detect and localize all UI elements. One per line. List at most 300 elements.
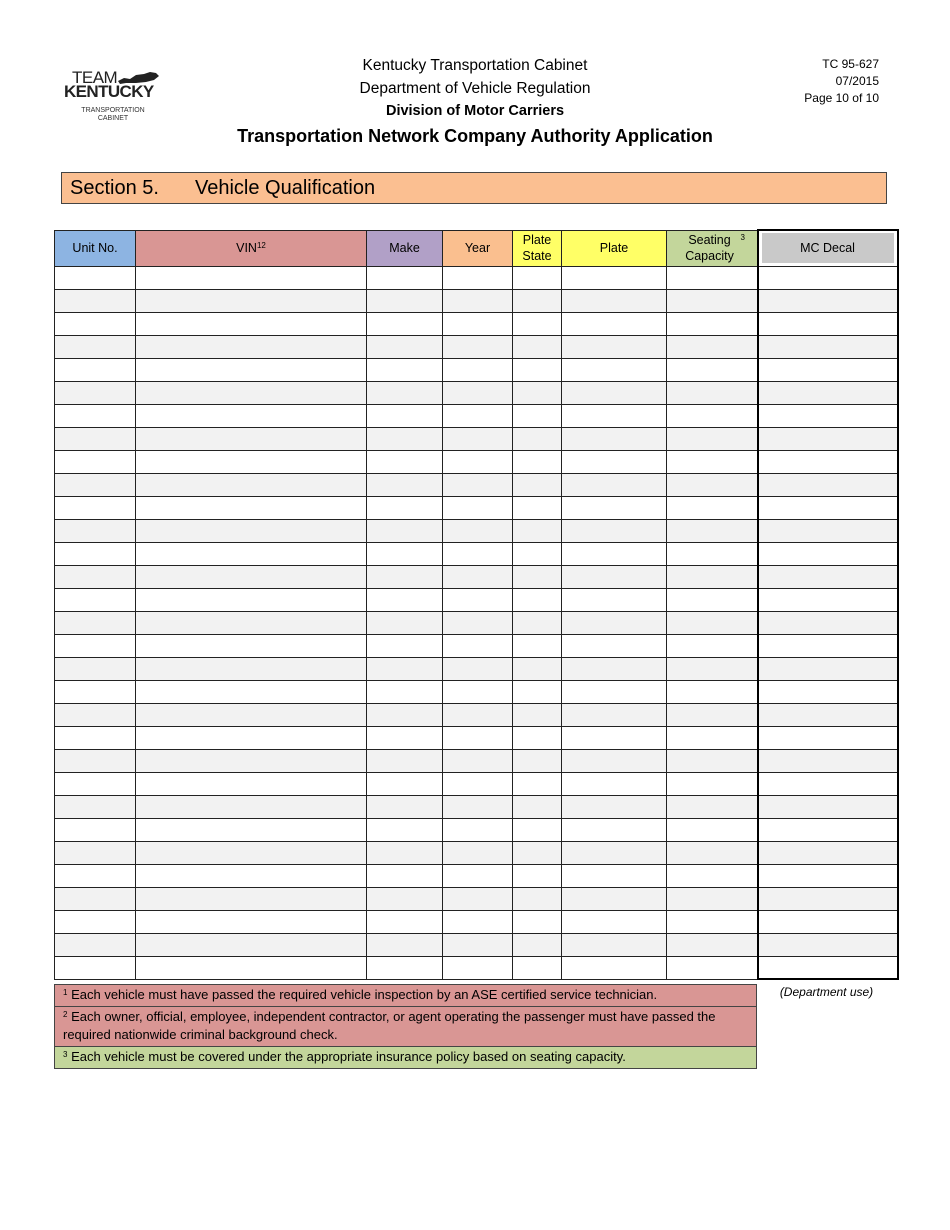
cell-mc-decal[interactable] (758, 496, 898, 519)
cell-make[interactable] (367, 726, 443, 749)
cell-vin[interactable] (136, 358, 367, 381)
footnote-number: 3 (63, 1050, 68, 1059)
column-header-label: Year (464, 241, 491, 255)
cell-vin[interactable] (136, 680, 367, 703)
cell-plate-state[interactable] (513, 657, 562, 680)
cell-make[interactable] (367, 772, 443, 795)
cell-vin[interactable] (136, 841, 367, 864)
table-row (55, 358, 898, 381)
cell-seating-capacity[interactable] (667, 404, 758, 427)
cell-make[interactable] (367, 565, 443, 588)
cell-plate-state[interactable] (513, 312, 562, 335)
column-header-year (443, 230, 513, 266)
cell-seating-capacity[interactable] (667, 841, 758, 864)
cell-unit-no[interactable] (55, 795, 136, 818)
cell-seating-capacity[interactable] (667, 611, 758, 634)
cell-make[interactable] (367, 473, 443, 496)
cell-vin[interactable] (136, 703, 367, 726)
cell-plate[interactable] (562, 841, 667, 864)
cell-vin[interactable] (136, 588, 367, 611)
cell-seating-capacity[interactable] (667, 289, 758, 312)
cell-plate[interactable] (562, 358, 667, 381)
cell-seating-capacity[interactable] (667, 864, 758, 887)
cell-plate-state[interactable] (513, 726, 562, 749)
cell-vin[interactable] (136, 450, 367, 473)
cell-plate[interactable] (562, 864, 667, 887)
cell-plate[interactable] (562, 381, 667, 404)
cell-seating-capacity[interactable] (667, 887, 758, 910)
cell-unit-no[interactable] (55, 289, 136, 312)
cell-seating-capacity[interactable] (667, 772, 758, 795)
cell-plate-state[interactable] (513, 749, 562, 772)
form-number: TC 95-627 (822, 57, 879, 71)
footnote-text: Each vehicle must be covered under the appropriate insurance policy based on seating capacity. (71, 1049, 626, 1064)
cell-year[interactable] (443, 772, 513, 795)
cell-seating-capacity[interactable] (667, 427, 758, 450)
cell-vin[interactable] (136, 611, 367, 634)
cell-make[interactable] (367, 634, 443, 657)
cell-seating-capacity[interactable] (667, 381, 758, 404)
cell-unit-no[interactable] (55, 266, 136, 289)
footnote-marker: 3 (740, 233, 745, 242)
cell-unit-no[interactable] (55, 519, 136, 542)
cell-make[interactable] (367, 611, 443, 634)
cell-plate-state[interactable] (513, 427, 562, 450)
cell-make[interactable] (367, 933, 443, 956)
cell-plate[interactable] (562, 818, 667, 841)
column-header-label: Seating Capacity (685, 233, 734, 263)
cell-make[interactable] (367, 358, 443, 381)
cell-plate-state[interactable] (513, 703, 562, 726)
cell-year[interactable] (443, 795, 513, 818)
cell-plate[interactable] (562, 427, 667, 450)
cell-seating-capacity[interactable] (667, 588, 758, 611)
cell-unit-no[interactable] (55, 634, 136, 657)
cell-vin[interactable] (136, 266, 367, 289)
cell-plate[interactable] (562, 312, 667, 335)
cell-plate[interactable] (562, 266, 667, 289)
cell-plate-state[interactable] (513, 818, 562, 841)
cell-plate-state[interactable] (513, 772, 562, 795)
cell-plate[interactable] (562, 588, 667, 611)
column-header-label: VIN (236, 241, 257, 255)
cell-make[interactable] (367, 381, 443, 404)
cell-mc-decal[interactable] (758, 404, 898, 427)
cell-seating-capacity[interactable] (667, 266, 758, 289)
cell-make[interactable] (367, 335, 443, 358)
cell-year[interactable] (443, 542, 513, 565)
cell-mc-decal[interactable] (758, 266, 898, 289)
cell-plate-state[interactable] (513, 450, 562, 473)
cell-mc-decal[interactable] (758, 910, 898, 933)
cell-year[interactable] (443, 289, 513, 312)
cell-unit-no[interactable] (55, 703, 136, 726)
column-header-label: MC Decal (762, 233, 894, 263)
cell-year[interactable] (443, 266, 513, 289)
table-row (55, 841, 898, 864)
cell-seating-capacity[interactable] (667, 910, 758, 933)
cell-mc-decal[interactable] (758, 473, 898, 496)
cell-plate-state[interactable] (513, 519, 562, 542)
cell-unit-no[interactable] (55, 818, 136, 841)
column-header-plate (562, 230, 667, 266)
cell-mc-decal[interactable] (758, 657, 898, 680)
cell-plate[interactable] (562, 473, 667, 496)
cell-plate[interactable] (562, 565, 667, 588)
cell-plate-state[interactable] (513, 864, 562, 887)
cell-year[interactable] (443, 933, 513, 956)
cell-unit-no[interactable] (55, 427, 136, 450)
cell-plate-state[interactable] (513, 887, 562, 910)
footnote-text: Each vehicle must have passed the required vehicle inspection by an ASE certified service technician. (71, 987, 658, 1002)
cell-plate[interactable] (562, 634, 667, 657)
table-row (55, 335, 898, 358)
cell-plate[interactable] (562, 703, 667, 726)
cell-mc-decal[interactable] (758, 611, 898, 634)
cell-year[interactable] (443, 634, 513, 657)
cell-vin[interactable] (136, 772, 367, 795)
cell-make[interactable] (367, 680, 443, 703)
cell-mc-decal[interactable] (758, 312, 898, 335)
cell-make[interactable] (367, 542, 443, 565)
cell-vin[interactable] (136, 565, 367, 588)
cell-plate[interactable] (562, 887, 667, 910)
cell-year[interactable] (443, 910, 513, 933)
cell-vin[interactable] (136, 427, 367, 450)
cell-plate[interactable] (562, 450, 667, 473)
footnote-2 (55, 1007, 757, 1047)
cell-seating-capacity[interactable] (667, 473, 758, 496)
cell-vin[interactable] (136, 404, 367, 427)
cell-make[interactable] (367, 703, 443, 726)
footnote-1 (55, 985, 757, 1007)
cell-plate-state[interactable] (513, 933, 562, 956)
cell-seating-capacity[interactable] (667, 933, 758, 956)
header-agency: Kentucky Transportation Cabinet (362, 57, 588, 74)
cell-mc-decal[interactable] (758, 358, 898, 381)
cell-mc-decal[interactable] (758, 427, 898, 450)
column-header-vin (136, 230, 367, 266)
cell-vin[interactable] (136, 749, 367, 772)
table-row (55, 887, 898, 910)
cell-vin[interactable] (136, 726, 367, 749)
cell-seating-capacity[interactable] (667, 680, 758, 703)
cell-seating-capacity[interactable] (667, 519, 758, 542)
cell-seating-capacity[interactable] (667, 358, 758, 381)
cell-vin[interactable] (136, 381, 367, 404)
cell-mc-decal[interactable] (758, 381, 898, 404)
cell-year[interactable] (443, 358, 513, 381)
cell-plate[interactable] (562, 335, 667, 358)
cell-make[interactable] (367, 795, 443, 818)
table-row (55, 381, 898, 404)
cell-plate[interactable] (562, 726, 667, 749)
cell-mc-decal[interactable] (758, 565, 898, 588)
cell-seating-capacity[interactable] (667, 818, 758, 841)
cell-year[interactable] (443, 818, 513, 841)
cell-make[interactable] (367, 887, 443, 910)
cell-plate[interactable] (562, 933, 667, 956)
cell-plate[interactable] (562, 910, 667, 933)
cell-make[interactable] (367, 956, 443, 979)
cell-make[interactable] (367, 841, 443, 864)
cell-mc-decal[interactable] (758, 795, 898, 818)
department-use-note: (Department use) (779, 985, 874, 999)
cell-plate-state[interactable] (513, 289, 562, 312)
table-row (55, 427, 898, 450)
cell-unit-no[interactable] (55, 680, 136, 703)
table-row (55, 266, 898, 289)
cell-vin[interactable] (136, 335, 367, 358)
cell-mc-decal[interactable] (758, 887, 898, 910)
cell-plate-state[interactable] (513, 588, 562, 611)
cell-seating-capacity[interactable] (667, 726, 758, 749)
table-row (55, 795, 898, 818)
cell-seating-capacity[interactable] (667, 312, 758, 335)
cell-plate[interactable] (562, 772, 667, 795)
cell-unit-no[interactable] (55, 887, 136, 910)
cell-vin[interactable] (136, 887, 367, 910)
table-row (55, 496, 898, 519)
cell-mc-decal[interactable] (758, 703, 898, 726)
cell-seating-capacity[interactable] (667, 956, 758, 979)
table-row (55, 565, 898, 588)
cell-plate-state[interactable] (513, 404, 562, 427)
page-title: Transportation Network Company Authority Application (237, 126, 713, 146)
cell-unit-no[interactable] (55, 726, 136, 749)
cell-plate-state[interactable] (513, 795, 562, 818)
cell-plate-state[interactable] (513, 956, 562, 979)
cell-make[interactable] (367, 404, 443, 427)
cell-mc-decal[interactable] (758, 841, 898, 864)
cell-year[interactable] (443, 657, 513, 680)
cell-plate-state[interactable] (513, 634, 562, 657)
cell-mc-decal[interactable] (758, 680, 898, 703)
cell-year[interactable] (443, 450, 513, 473)
cell-plate-state[interactable] (513, 565, 562, 588)
cell-year[interactable] (443, 841, 513, 864)
cell-mc-decal[interactable] (758, 726, 898, 749)
cell-vin[interactable] (136, 864, 367, 887)
cell-plate[interactable] (562, 289, 667, 312)
cell-unit-no[interactable] (55, 910, 136, 933)
cell-unit-no[interactable] (55, 611, 136, 634)
cell-make[interactable] (367, 266, 443, 289)
cell-vin[interactable] (136, 473, 367, 496)
cell-mc-decal[interactable] (758, 864, 898, 887)
footnote-row (55, 985, 757, 1007)
cell-unit-no[interactable] (55, 496, 136, 519)
cell-mc-decal[interactable] (758, 749, 898, 772)
cell-plate-state[interactable] (513, 335, 562, 358)
cell-seating-capacity[interactable] (667, 496, 758, 519)
table-row (55, 749, 898, 772)
column-header-label: Unit No. (72, 241, 118, 255)
cell-vin[interactable] (136, 634, 367, 657)
cell-plate-state[interactable] (513, 680, 562, 703)
cell-make[interactable] (367, 818, 443, 841)
cell-plate-state[interactable] (513, 381, 562, 404)
cell-unit-no[interactable] (55, 749, 136, 772)
cell-year[interactable] (443, 611, 513, 634)
cell-mc-decal[interactable] (758, 933, 898, 956)
cell-seating-capacity[interactable] (667, 749, 758, 772)
cell-year[interactable] (443, 381, 513, 404)
cell-vin[interactable] (136, 312, 367, 335)
cell-year[interactable] (443, 335, 513, 358)
cell-unit-no[interactable] (55, 473, 136, 496)
cell-make[interactable] (367, 864, 443, 887)
footnote-marker: 12 (256, 241, 266, 250)
cell-year[interactable] (443, 496, 513, 519)
footnote-row (55, 1047, 757, 1069)
cell-make[interactable] (367, 450, 443, 473)
cell-unit-no[interactable] (55, 841, 136, 864)
cell-plate-state[interactable] (513, 266, 562, 289)
cell-mc-decal[interactable] (758, 335, 898, 358)
cell-mc-decal[interactable] (758, 289, 898, 312)
cell-unit-no[interactable] (55, 358, 136, 381)
cell-plate[interactable] (562, 542, 667, 565)
header-department: Department of Vehicle Regulation (359, 80, 591, 97)
cell-plate[interactable] (562, 956, 667, 979)
cell-year[interactable] (443, 887, 513, 910)
footnotes-table (54, 984, 757, 1069)
cell-seating-capacity[interactable] (667, 657, 758, 680)
table-row (55, 519, 898, 542)
header-division: Division of Motor Carriers (385, 103, 565, 119)
logo-kentucky-text: KENTUCKY (64, 82, 154, 101)
section-number: Section 5. (70, 177, 159, 199)
cell-unit-no[interactable] (55, 381, 136, 404)
cell-mc-decal[interactable] (758, 818, 898, 841)
cell-year[interactable] (443, 565, 513, 588)
cell-plate[interactable] (562, 749, 667, 772)
cell-plate[interactable] (562, 611, 667, 634)
cell-mc-decal[interactable] (758, 588, 898, 611)
cell-plate[interactable] (562, 496, 667, 519)
section-title: Vehicle Qualification (195, 177, 376, 199)
cell-vin[interactable] (136, 795, 367, 818)
footnote-number: 2 (63, 1010, 68, 1019)
cell-mc-decal[interactable] (758, 956, 898, 979)
cell-make[interactable] (367, 496, 443, 519)
column-header-mc-decal (758, 230, 898, 266)
cell-seating-capacity[interactable] (667, 565, 758, 588)
cell-make[interactable] (367, 519, 443, 542)
cell-vin[interactable] (136, 496, 367, 519)
cell-year[interactable] (443, 473, 513, 496)
table-row (55, 680, 898, 703)
cell-unit-no[interactable] (55, 933, 136, 956)
cell-mc-decal[interactable] (758, 542, 898, 565)
cell-unit-no[interactable] (55, 956, 136, 979)
cell-vin[interactable] (136, 289, 367, 312)
cell-make[interactable] (367, 657, 443, 680)
cell-seating-capacity[interactable] (667, 542, 758, 565)
cell-year[interactable] (443, 588, 513, 611)
cell-plate[interactable] (562, 519, 667, 542)
cell-unit-no[interactable] (55, 864, 136, 887)
cell-seating-capacity[interactable] (667, 335, 758, 358)
cell-make[interactable] (367, 588, 443, 611)
cell-year[interactable] (443, 703, 513, 726)
cell-plate-state[interactable] (513, 358, 562, 381)
cell-year[interactable] (443, 404, 513, 427)
cell-vin[interactable] (136, 818, 367, 841)
form-date: 07/2015 (835, 74, 879, 88)
table-row (55, 956, 898, 979)
cell-vin[interactable] (136, 542, 367, 565)
column-header-label: Plate (599, 241, 629, 255)
cell-plate[interactable] (562, 657, 667, 680)
cell-seating-capacity[interactable] (667, 703, 758, 726)
cell-plate-state[interactable] (513, 542, 562, 565)
cell-year[interactable] (443, 749, 513, 772)
cell-vin[interactable] (136, 910, 367, 933)
cell-plate-state[interactable] (513, 910, 562, 933)
cell-plate-state[interactable] (513, 496, 562, 519)
cell-plate[interactable] (562, 680, 667, 703)
cell-vin[interactable] (136, 657, 367, 680)
cell-seating-capacity[interactable] (667, 634, 758, 657)
cell-plate-state[interactable] (513, 473, 562, 496)
cell-unit-no[interactable] (55, 542, 136, 565)
cell-vin[interactable] (136, 956, 367, 979)
cell-make[interactable] (367, 427, 443, 450)
cell-make[interactable] (367, 312, 443, 335)
cell-seating-capacity[interactable] (667, 795, 758, 818)
cell-unit-no[interactable] (55, 657, 136, 680)
cell-make[interactable] (367, 910, 443, 933)
cell-unit-no[interactable] (55, 772, 136, 795)
cell-unit-no[interactable] (55, 588, 136, 611)
cell-mc-decal[interactable] (758, 634, 898, 657)
cell-year[interactable] (443, 427, 513, 450)
cell-unit-no[interactable] (55, 565, 136, 588)
cell-plate[interactable] (562, 795, 667, 818)
cell-mc-decal[interactable] (758, 519, 898, 542)
cell-year[interactable] (443, 680, 513, 703)
table-row (55, 703, 898, 726)
cell-vin[interactable] (136, 519, 367, 542)
cell-year[interactable] (443, 864, 513, 887)
cell-make[interactable] (367, 289, 443, 312)
cell-seating-capacity[interactable] (667, 450, 758, 473)
column-header-make (367, 230, 443, 266)
table-row (55, 818, 898, 841)
cell-vin[interactable] (136, 933, 367, 956)
column-header-label: Make (389, 241, 420, 255)
table-row (55, 542, 898, 565)
cell-unit-no[interactable] (55, 404, 136, 427)
cell-year[interactable] (443, 956, 513, 979)
cell-unit-no[interactable] (55, 450, 136, 473)
cell-make[interactable] (367, 749, 443, 772)
cell-unit-no[interactable] (55, 335, 136, 358)
cell-plate-state[interactable] (513, 611, 562, 634)
cell-unit-no[interactable] (55, 312, 136, 335)
cell-plate[interactable] (562, 404, 667, 427)
column-header-label: Plate State (522, 233, 552, 263)
footnote-text: Each owner, official, employee, independent contractor, or agent operating the passenger must have passed the required nationwide criminal background check. (63, 1009, 716, 1042)
cell-year[interactable] (443, 519, 513, 542)
cell-year[interactable] (443, 726, 513, 749)
cell-mc-decal[interactable] (758, 772, 898, 795)
cell-mc-decal[interactable] (758, 450, 898, 473)
cell-year[interactable] (443, 312, 513, 335)
cell-plate-state[interactable] (513, 841, 562, 864)
